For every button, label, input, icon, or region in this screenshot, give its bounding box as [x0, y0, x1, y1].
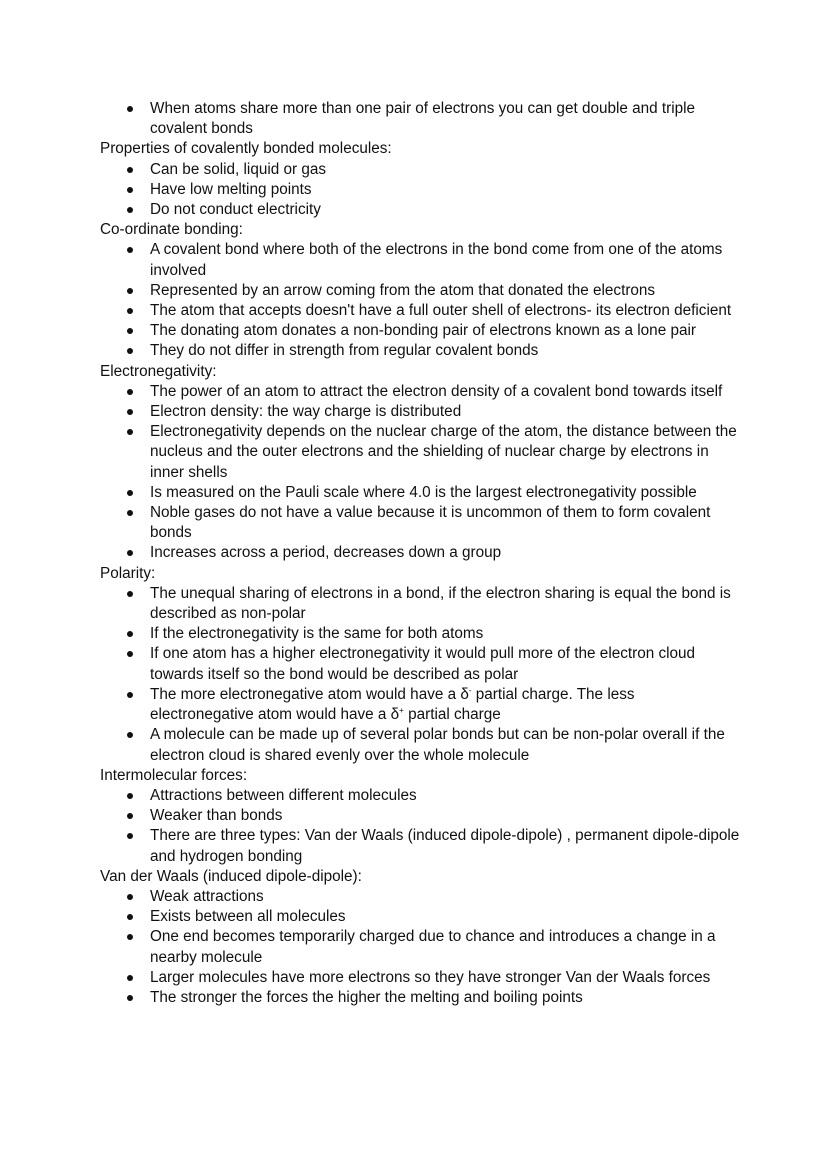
- list-item: Weak attractions: [100, 887, 740, 907]
- list-item: A molecule can be made up of several polar bonds but can be non-polar overall if the electron cloud is shared evenly over the whole molecule: [100, 725, 740, 765]
- section-heading-van-der-waals: Van der Waals (induced dipole-dipole):: [100, 867, 362, 885]
- bullet-icon: [127, 288, 133, 294]
- bullet-icon: [127, 813, 133, 819]
- list-item: Increases across a period, decreases down a group: [100, 543, 740, 563]
- bullet-list-van-der-waals: [100, 887, 740, 1008]
- bullet-list-covalent-bonds: [100, 99, 740, 139]
- list-item: Larger molecules have more electrons so they have stronger Van der Waals forces: [100, 968, 740, 988]
- list-item: Attractions between different molecules: [100, 786, 740, 806]
- list-item: Do not conduct electricity: [100, 200, 740, 220]
- bullet-icon: [127, 833, 133, 839]
- list-item: They do not differ in strength from regular covalent bonds: [100, 341, 740, 361]
- bullet-icon: [127, 934, 133, 940]
- list-item: When atoms share more than one pair of electrons you can get double and triple covalent bonds: [100, 99, 740, 139]
- section-heading-polarity: Polarity:: [100, 564, 156, 582]
- bullet-icon: [127, 975, 133, 981]
- list-item: Can be solid, liquid or gas: [100, 160, 740, 180]
- bullet-icon: [127, 550, 133, 556]
- list-item: Electron density: the way charge is distributed: [100, 402, 740, 422]
- list-item: The atom that accepts doesn't have a full outer shell of electrons- its electron deficient: [100, 301, 740, 321]
- list-item: Electronegativity depends on the nuclear charge of the atom, the distance between the nucleus and the outer electrons and the shielding of nuclear charge by electrons in inner shells: [100, 422, 740, 483]
- list-item: The unequal sharing of electrons in a bond, if the electron sharing is equal the bond is described as non-polar: [100, 584, 740, 624]
- list-item: Weaker than bonds: [100, 806, 740, 826]
- bullet-icon: [127, 732, 133, 738]
- bullet-icon: [127, 106, 133, 112]
- list-item: One end becomes temporarily charged due to chance and introduces a change in a nearby molecule: [100, 927, 740, 967]
- section-heading-electronegativity: Electronegativity:: [100, 362, 217, 380]
- bullet-icon: [127, 429, 133, 435]
- section-heading-coordinate-bonding: Co-ordinate bonding:: [100, 221, 243, 239]
- bullet-icon: [127, 348, 133, 354]
- list-item: Exists between all molecules: [100, 907, 740, 927]
- list-item: There are three types: Van der Waals (induced dipole-dipole) , permanent dipole-dipole and hydrogen bonding: [100, 826, 740, 866]
- list-item: Is measured on the Pauli scale where 4.0 is the largest electronegativity possible: [100, 483, 740, 503]
- list-item: Have low melting points: [100, 180, 740, 200]
- bullet-icon: [127, 490, 133, 496]
- list-item: A covalent bond where both of the electrons in the bond come from one of the atoms involved: [100, 240, 740, 280]
- bullet-icon: [127, 591, 133, 597]
- bullet-list-intermolecular-forces: [100, 786, 740, 867]
- list-item: The stronger the forces the higher the melting and boiling points: [100, 988, 740, 1008]
- list-item: If one atom has a higher electronegativity it would pull more of the electron cloud towards itself so the bond would be described as polar: [100, 644, 740, 684]
- bullet-icon: [127, 328, 133, 334]
- bullet-list-polarity: [100, 584, 740, 766]
- bullet-icon: [127, 308, 133, 314]
- delta-plus-superscript: +: [399, 706, 404, 716]
- bullet-icon: [127, 914, 133, 920]
- document-page: [100, 99, 740, 1008]
- bullet-icon: [127, 995, 133, 1001]
- bullet-icon: [127, 793, 133, 799]
- bullet-icon: [127, 389, 133, 395]
- bullet-icon: [127, 409, 133, 415]
- bullet-icon: [127, 894, 133, 900]
- bullet-icon: [127, 631, 133, 637]
- bullet-icon: [127, 651, 133, 657]
- bullet-icon: [127, 510, 133, 516]
- delta-minus-superscript: -: [468, 685, 472, 695]
- bullet-icon: [127, 692, 133, 698]
- list-item: The power of an atom to attract the electron density of a covalent bond towards itself: [100, 382, 740, 402]
- bullet-icon: [127, 187, 133, 193]
- list-item: The donating atom donates a non-bonding pair of electrons known as a lone pair: [100, 321, 740, 341]
- bullet-list-coordinate-bonding: [100, 240, 740, 361]
- bullet-list-properties: [100, 160, 740, 221]
- section-heading-intermolecular-forces: Intermolecular forces:: [100, 766, 248, 784]
- list-item-partial-charge: [100, 685, 740, 725]
- list-item: If the electronegativity is the same for both atoms: [100, 624, 740, 644]
- bullet-icon: [127, 247, 133, 253]
- partial-charge-text: The more electronegative atom would have a δ- partial charge. The less electronegative atom would have a δ+ partial charge: [150, 685, 635, 724]
- bullet-icon: [127, 167, 133, 173]
- bullet-list-electronegativity: [100, 382, 740, 564]
- bullet-icon: [127, 207, 133, 213]
- list-item: Represented by an arrow coming from the atom that donated the electrons: [100, 281, 740, 301]
- section-heading-properties: Properties of covalently bonded molecules:: [100, 140, 392, 158]
- list-item: Noble gases do not have a value because it is uncommon of them to form covalent bonds: [100, 503, 740, 543]
